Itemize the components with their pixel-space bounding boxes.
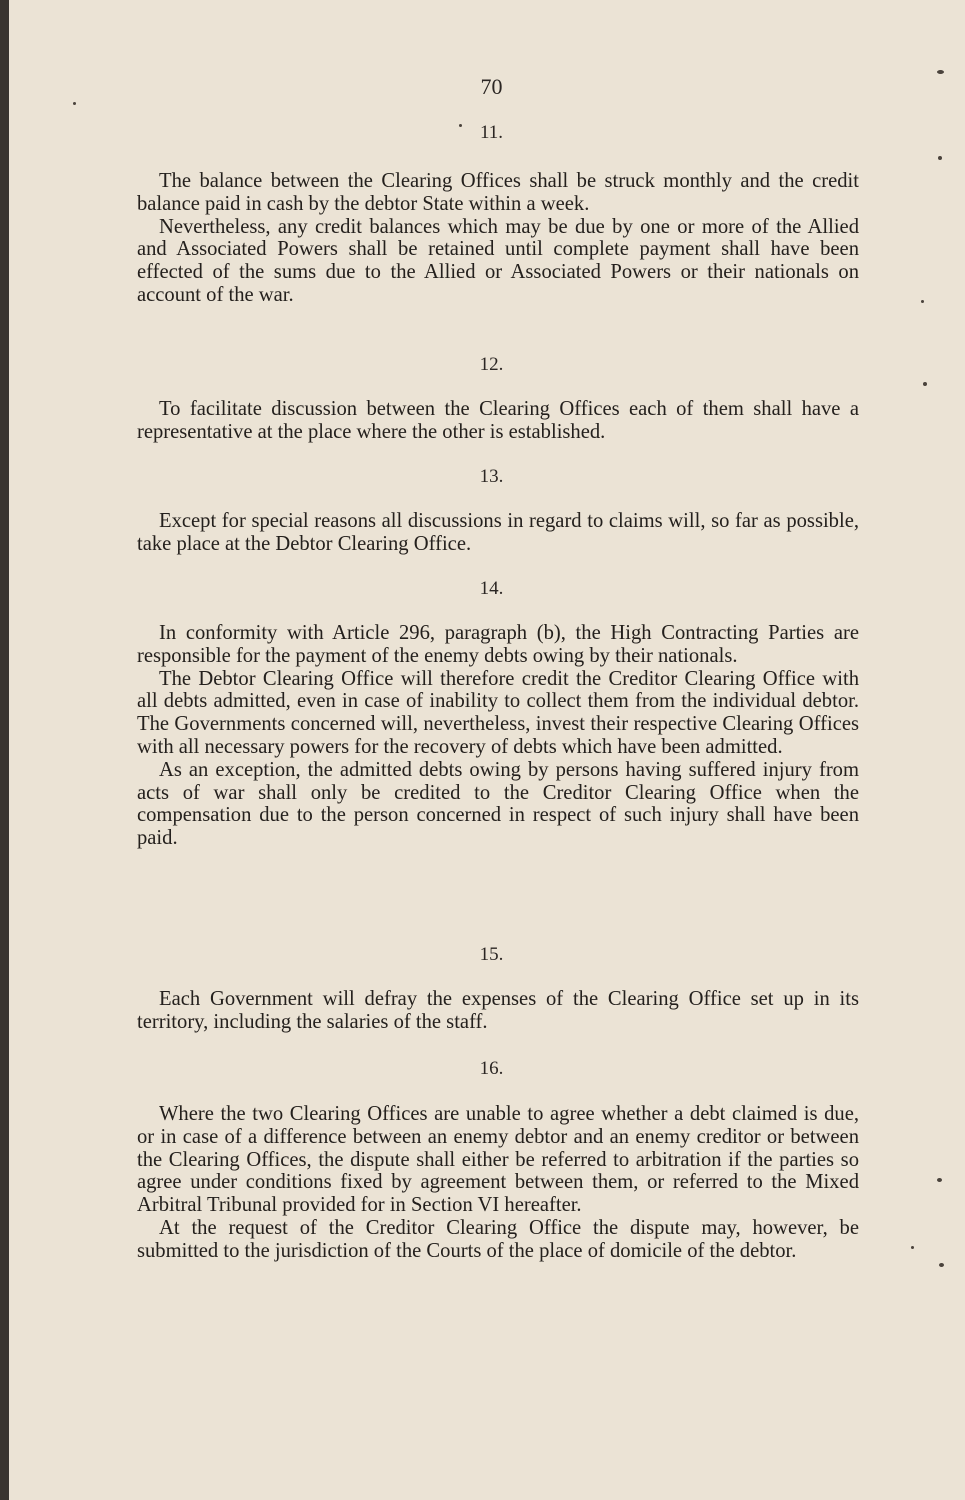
section-number-14: 14. (479, 578, 504, 599)
paragraph: As an exception, the admitted debts owing by persons having suffered injury from acts of war shall only be credited to the Creditor Clearing Office when the compensation due to the person concerned in respect of such injury shall have been paid. (137, 758, 859, 850)
paragraph: Where the two Clearing Offices are unable to agree whether a debt claimed is due, or in case of a difference between an enemy debtor and an enemy creditor or between the Clearing Offices, the dispute shall either be referred to arbitration if the parties so agree under conditions fixed by agreement between them, or referred to the Mixed Arbitral Tribunal provided for in Section VI hereafter. (137, 1103, 859, 1217)
section-16-body (137, 1103, 859, 1263)
section-number-11: 11. (479, 122, 504, 143)
scan-speck (459, 124, 462, 127)
section-number-13: 13. (479, 466, 504, 487)
section-14-body (137, 622, 859, 850)
section-11-body (137, 170, 859, 307)
scan-speck (73, 102, 76, 105)
paragraph: The Debtor Clearing Office will therefore credit the Creditor Clearing Office with all debts admitted, even in case of inability to collect them from the individual debtor. The Governments concerned will, nevertheless, invest their respective Clearing Offices with all necessary powers for the recovery of debts which have been admitted. (137, 667, 859, 758)
paragraph: Each Government will defray the expenses of the Clearing Office set up in its territory, including the salaries of the staff. (137, 988, 859, 1033)
section-12-body (137, 398, 859, 444)
scan-speck (939, 1263, 944, 1267)
paragraph: To facilitate discussion between the Clearing Offices each of them shall have a representative at the place where the other is established. (137, 398, 859, 443)
section-15-body (137, 988, 859, 1034)
section-13-body (137, 510, 859, 556)
page-number: 70 (480, 74, 503, 99)
paragraph: Except for special reasons all discussions in regard to claims will, so far as possible, take place at the Debtor Clearing Office. (137, 510, 859, 555)
section-number-12: 12. (479, 354, 504, 375)
scan-speck (923, 382, 927, 386)
scan-speck (937, 70, 944, 74)
section-number-15: 15. (479, 944, 504, 965)
scan-speck (938, 156, 942, 160)
paragraph: In conformity with Article 296, paragraph (b), the High Contracting Parties are responsible for the payment of the enemy debts owing by their nationals. (137, 622, 859, 667)
section-number-16: 16. (479, 1058, 504, 1079)
scan-speck (911, 1246, 914, 1249)
scan-speck (921, 300, 924, 303)
paragraph: Nevertheless, any credit balances which may be due by one or more of the Allied and Associated Powers shall be retained until complete payment shall have been effected of the sums due to the Allied or Associated Powers or their nationals on account of the war. (137, 215, 859, 306)
scan-speck (937, 1178, 942, 1182)
paragraph: The balance between the Clearing Offices shall be struck monthly and the credit balance paid in cash by the debtor State within a week. (137, 170, 859, 215)
paragraph: At the request of the Creditor Clearing Office the dispute may, however, be submitted to the jurisdiction of the Courts of the place of domicile of the debtor. (137, 1216, 859, 1262)
